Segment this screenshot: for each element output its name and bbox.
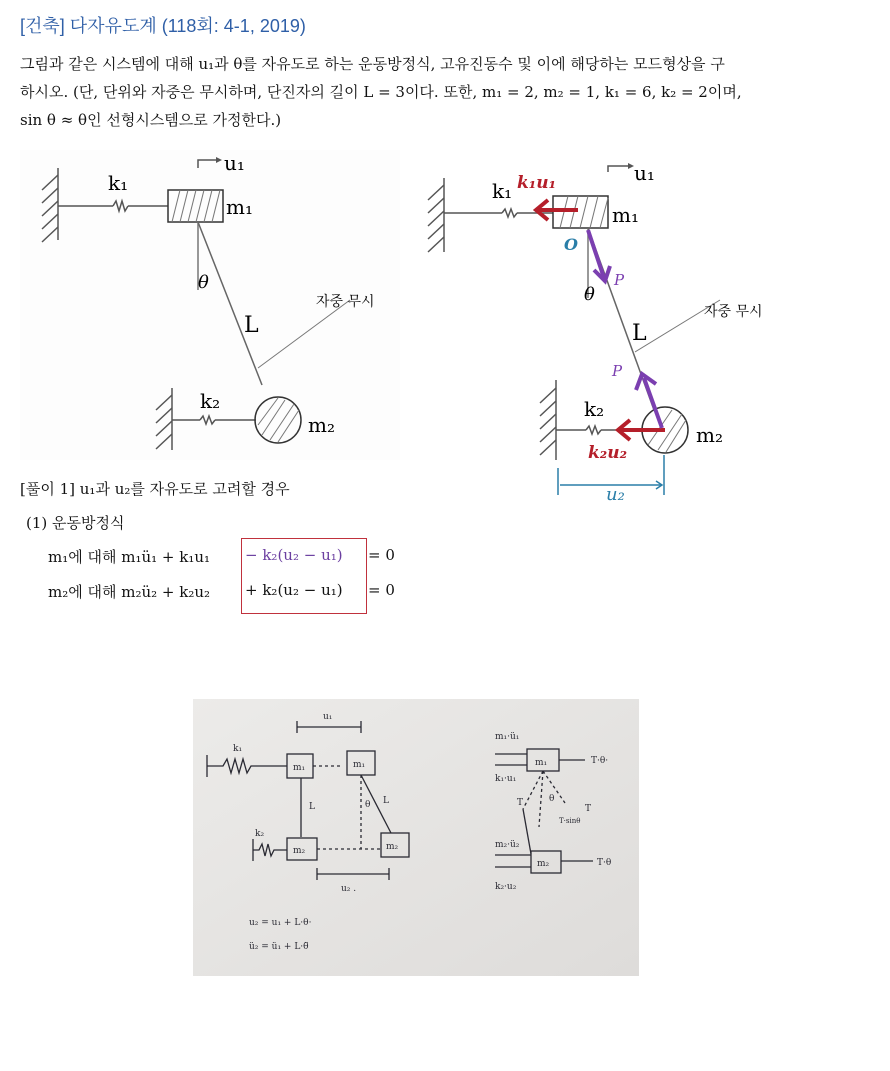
label-k1: k₁: [108, 171, 129, 195]
eq1-prefix: m₁에 대해 m₁ü₁ + k₁u₁: [48, 548, 211, 566]
hw-fbd-k2u2: k₂·u₂: [495, 882, 517, 892]
problem-statement: [20, 50, 870, 134]
hw-m1b: m₁: [353, 760, 366, 770]
arrow-k1u1: [536, 200, 578, 220]
hw-eq-b: ü₂ = ü₁ + L·θ̈: [249, 942, 309, 952]
hw-fbd-T2: T: [585, 804, 592, 814]
hw-L2: L: [383, 796, 389, 806]
problem-line-1: 그림과 같은 시스템에 대해 u₁과 θ를 자유도로 하는 운동방정식, 고유진동수 및 이에 해당하는 모드형상을 구: [20, 55, 725, 73]
label-O: O: [564, 235, 578, 254]
hw-fbd-Ttheta1: T·θ·: [591, 756, 609, 766]
figure-left: [20, 150, 400, 460]
label-L: L: [632, 321, 647, 346]
hw-L1: L: [309, 802, 315, 812]
label-k1u1: k₁u₁: [517, 173, 557, 193]
label-u1: u₁: [634, 161, 655, 185]
label-u2: u₂: [606, 484, 625, 505]
label-theta: θ: [584, 284, 595, 305]
label-m1: m₁: [226, 195, 253, 219]
hw-m2a: m₂: [293, 846, 306, 856]
solution-heading: [풀이 1] u₁과 u₂를 자유도로 고려할 경우: [20, 480, 290, 498]
arrow-p-bottom: [636, 374, 662, 428]
hw-fbd-m2acc: m₂·ü₂: [495, 840, 520, 850]
hw-fbd-T1: T: [517, 798, 524, 808]
label-k1: k₁: [492, 179, 513, 203]
handwritten-sketch: [193, 699, 639, 976]
arrow-k2u2: [618, 420, 665, 440]
hw-fbd-m1acc: m₁·ü₁: [495, 732, 520, 742]
page-title: [건축] 다자유도계 (118회: 4-1, 2019): [20, 16, 306, 36]
label-P-top: P: [614, 271, 625, 289]
label-k2: k₂: [200, 389, 221, 413]
label-m1: m₁: [612, 203, 639, 227]
arrow-p-top: [588, 230, 610, 281]
equation-2: [48, 581, 210, 602]
handwritten-notes-photo: [193, 699, 639, 976]
solution-subheading: (1) 운동방정식: [26, 514, 125, 532]
label-self-weight: 자중 무시: [316, 294, 375, 310]
hw-fbd-m2: m₂: [537, 859, 550, 869]
hw-u2: u₂ .: [341, 884, 357, 894]
hw-fbd-theta: θ: [549, 794, 555, 804]
eq2-suffix: = 0: [368, 581, 395, 599]
label-k2: k₂: [584, 397, 605, 421]
hw-m2b: m₂: [386, 842, 399, 852]
eq1-suffix: = 0: [368, 546, 395, 564]
eq2-prefix: m₂에 대해 m₂ü₂ + k₂u₂: [48, 583, 211, 601]
hw-k2: k₂: [255, 829, 265, 839]
equation-1: [48, 546, 210, 567]
eq2-boxed-term: + k₂(u₂ − u₁): [245, 581, 343, 599]
hw-fbd-Tsin: T·sinθ: [559, 817, 581, 825]
label-k2u2: k₂u₂: [588, 443, 628, 463]
hw-m1a: m₁: [293, 763, 306, 773]
highlight-box: [241, 538, 367, 614]
label-m2: m₂: [308, 413, 335, 437]
problem-line-3: sin θ ≈ θ인 선형시스템으로 가정한다.): [20, 111, 282, 129]
label-P-bottom: P: [612, 362, 623, 380]
hw-theta: θ: [365, 800, 371, 810]
hw-fbd-m1: m₁: [535, 758, 548, 768]
label-u1: u₁: [224, 151, 245, 175]
label-L: L: [244, 313, 259, 338]
hw-u1: u₁: [323, 712, 333, 722]
hw-fbd-k1u1: k₁·u₁: [495, 774, 517, 784]
hw-k1: k₁: [233, 744, 243, 754]
hw-fbd-Ttheta2: T·θ: [597, 858, 612, 868]
problem-line-2: 하시오. (단, 단위와 자중은 무시하며, 단진자의 길이 L = 3이다. 또한, m₁ = 2, m₂ = 1, k₁ = 6, k₂ = 2이며,: [20, 83, 742, 101]
hw-eq-a: u₂ = u₁ + L·θ·: [249, 918, 312, 928]
label-self-weight: 자중 무시: [704, 304, 763, 320]
figure-right: [420, 150, 763, 505]
label-theta: θ: [198, 272, 209, 293]
label-m2: m₂: [696, 423, 723, 447]
eq1-boxed-term: − k₂(u₂ − u₁): [245, 546, 343, 564]
